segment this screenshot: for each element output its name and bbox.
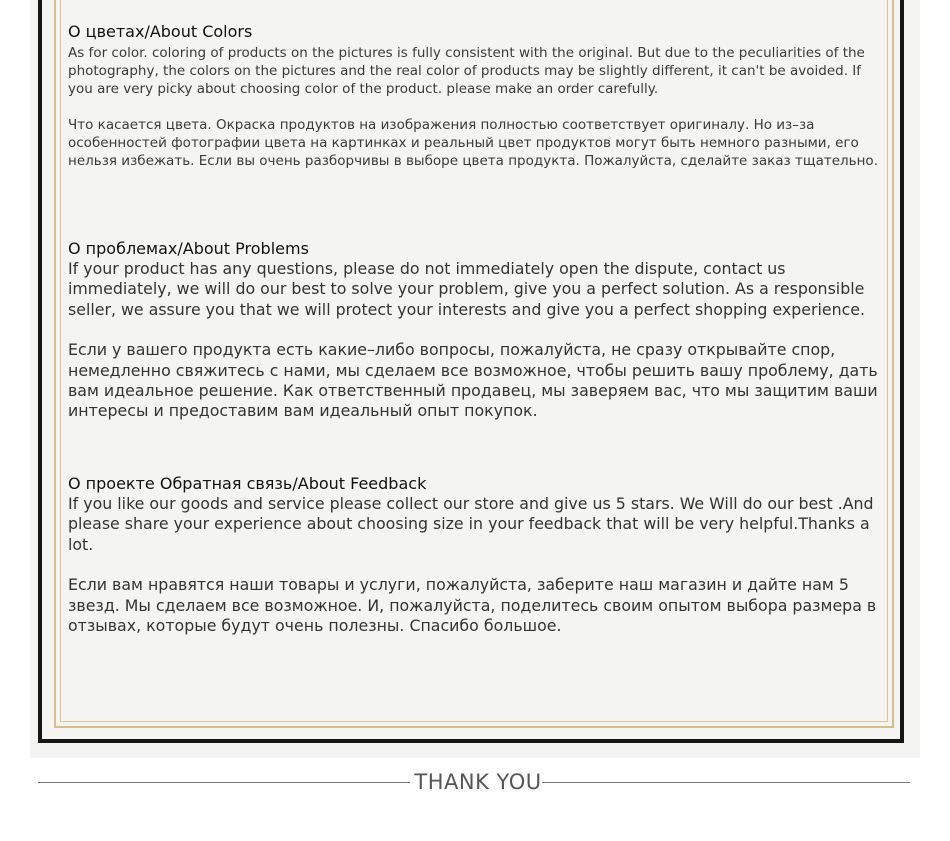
about-colors-section (68, 22, 883, 170)
about-feedback-section (68, 474, 883, 636)
about-colors-heading: О цветах/About Colors (68, 22, 253, 41)
thank-you-text: THANK YOU (414, 770, 542, 794)
about-feedback-heading: О проекте Обратная связь/About Feedback (68, 474, 427, 493)
about-feedback-english: If you like our goods and service please collect our store and give us 5 stars. We Will do our best .And please share your experience about choosing size in your feedback that will be very helpful.Thanks a lot. (68, 494, 874, 554)
about-problems-russian: Если у вашего продукта есть какие–либо вопросы, пожалуйста, не сразу открывайте спор, немедленно свяжитесь с нами, мы сделаем все возможное, чтобы решить вашу проблему, дать вам идеальное решение. Как ответственный продавец, мы заверяем вас, что мы защитим ваши интересы и предоставим вам идеальный опыт покупок. (68, 340, 878, 421)
about-feedback-russian: Если вам нравятся наши товары и услуги, пожалуйста, заберите наш магазин и дайте нам 5 звезд. Мы сделаем все возможное. И, пожалуйста, поделитесь своим опытом выбора размера в отзывах, которые будут очень полезны. Спасибо большое. (68, 575, 877, 636)
about-problems-heading: О проблемах/About Problems (68, 239, 309, 258)
thank-you-footer (38, 768, 910, 798)
about-problems-section (68, 239, 883, 422)
about-colors-russian: Что касается цвета. Окраска продуктов на изображения полностью соответствует оригиналу. Но из–за особенностей фотографии цвета на картинках и реальный цвет продуктов могут быть немного разными, его нельзя избежать. Если вы очень разборчивы в выборе цвета продукта. Пожалуйста, сделайте заказ тщательно. (68, 117, 878, 169)
about-problems-english: If your product has any questions, please do not immediately open the dispute, contact us immediately, we will do our best to solve your problem, give you a perfect solution. As a responsible seller, we assure you that we will protect your interests and give you a perfect shopping experience. (68, 259, 866, 319)
about-colors-english: As for color. coloring of products on the pictures is fully consistent with the original. But due to the peculiarities of the photography, the colors on the pictures and the real color of products may be slightly different, it can't be avoided. If you are very picky about choosing color of the product. please make an order carefully. (68, 45, 865, 97)
thank-you-line-left (38, 782, 410, 783)
thank-you-line-right (542, 782, 910, 783)
